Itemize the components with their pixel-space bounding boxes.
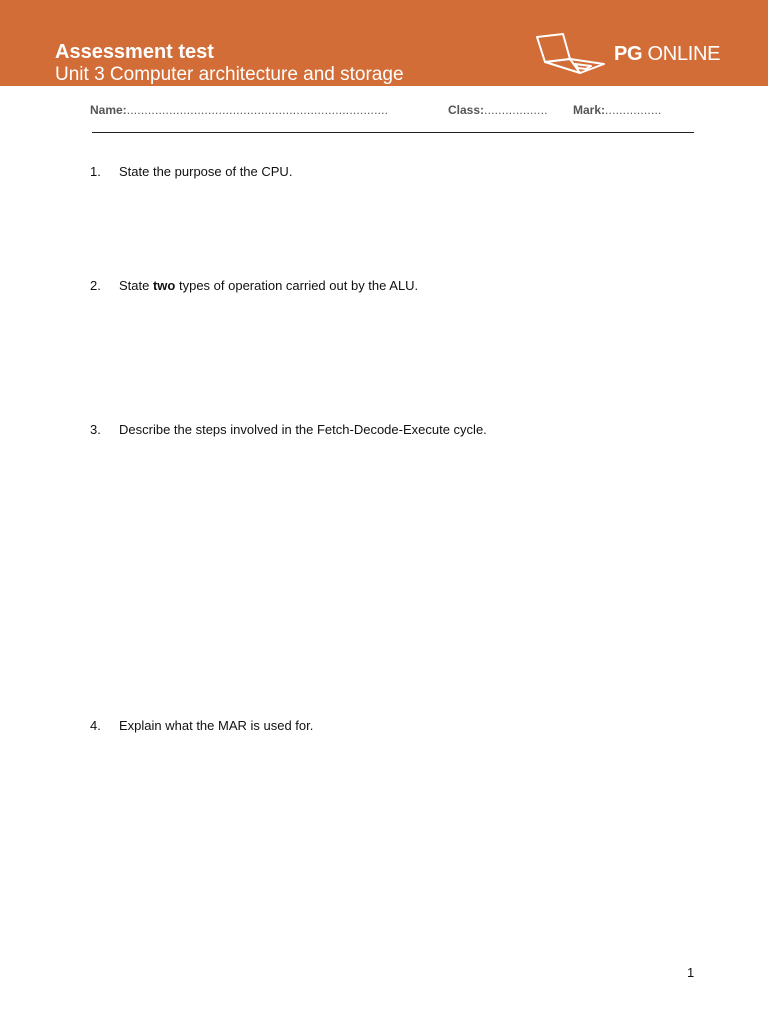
mark-dots: ................	[605, 103, 662, 117]
page-number: 1	[687, 965, 695, 980]
question-text-end: types of operation carried out by the ALU.	[175, 278, 419, 293]
name-label: Name:	[90, 103, 127, 117]
question-text	[119, 278, 418, 294]
brand-name	[614, 42, 720, 66]
question-text: Describe the steps involved in the Fetch-Decode-Execute cycle.	[119, 422, 487, 437]
question-number: 4.	[90, 718, 101, 733]
mark-label: Mark:	[573, 103, 606, 117]
brand-name-light: ONLINE	[642, 43, 721, 65]
question-text: Explain what the MAR is used for.	[119, 718, 314, 733]
header-divider	[92, 132, 694, 133]
name-field[interactable]	[90, 103, 388, 117]
mark-field[interactable]	[573, 103, 662, 117]
class-field[interactable]	[448, 103, 548, 117]
question-text: State the purpose of the CPU.	[119, 164, 293, 179]
question-text-start: State	[119, 278, 153, 293]
name-dots: ..........................................................................	[126, 103, 389, 117]
student-info-row	[90, 103, 694, 119]
question-number: 1.	[90, 164, 101, 179]
laptop-icon	[534, 33, 608, 77]
document-title: Assessment test	[55, 41, 214, 63]
pg-online-logo	[534, 33, 724, 77]
question-number: 3.	[90, 422, 101, 437]
header-banner	[0, 0, 768, 86]
question-number: 2.	[90, 278, 101, 293]
class-label: Class:	[448, 103, 485, 117]
brand-name-bold: PG	[614, 43, 643, 65]
question-emphasis: two	[152, 278, 176, 293]
class-dots: ..................	[484, 103, 548, 117]
document-subtitle: Unit 3 Computer architecture and storage	[55, 64, 404, 85]
